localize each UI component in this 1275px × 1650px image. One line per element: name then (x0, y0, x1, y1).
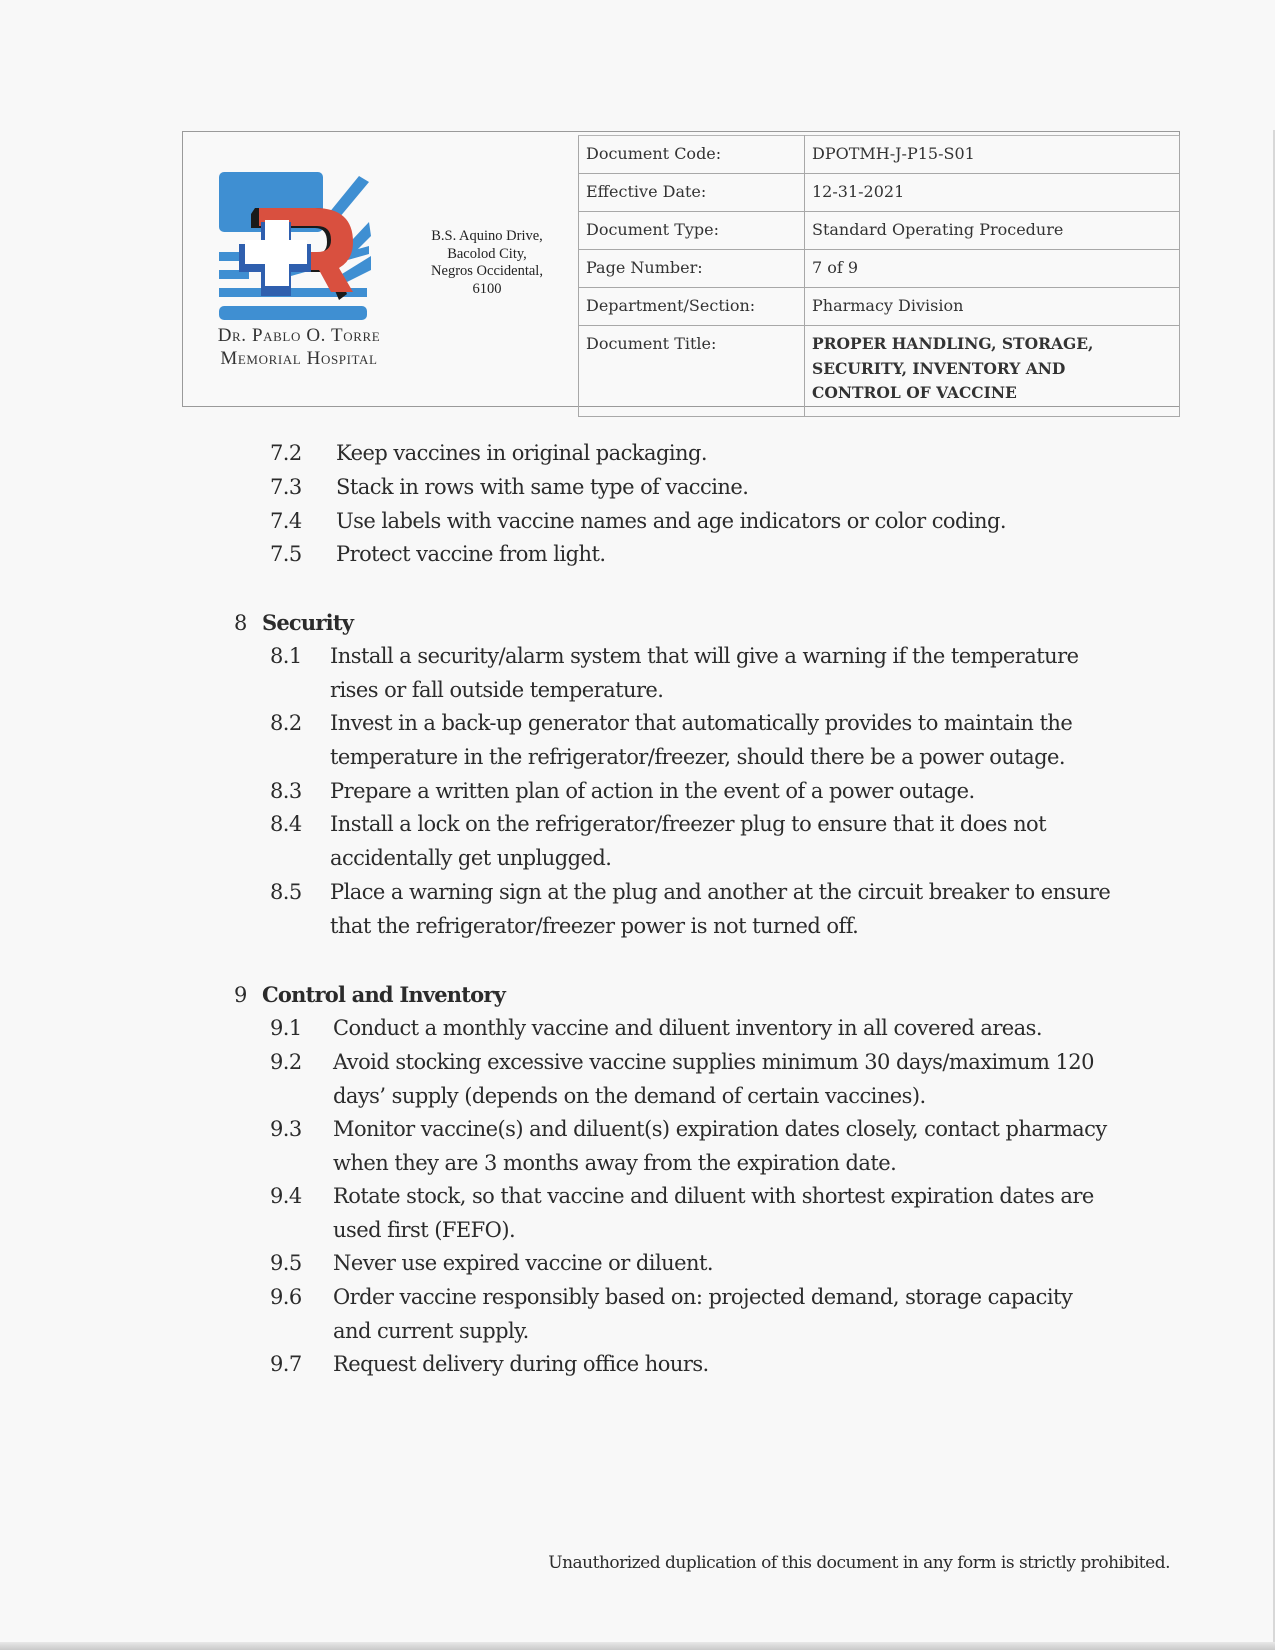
item-line: temperature in the refrigerator/freezer, should there be a power outage. (330, 744, 1066, 769)
address-line: 6100 (472, 280, 502, 297)
item-line: used first (FEFO). (333, 1217, 516, 1242)
meta-label: Effective Date: (579, 174, 805, 212)
document-header (182, 131, 1180, 407)
section-title: Security (262, 610, 354, 635)
item-line: rises or fall outside temperature. (330, 677, 664, 702)
section-heading-security (234, 606, 353, 640)
item-number: 8.1 (270, 644, 302, 668)
item-text (330, 876, 1182, 943)
meta-row-department (579, 288, 1180, 326)
hospital-name-line2: Memorial Hospital (220, 348, 378, 369)
item-line: Install a lock on the refrigerator/freezer plug to ensure that it does not (330, 812, 1047, 836)
item-text (330, 640, 1182, 707)
item-number: 9.1 (270, 1016, 302, 1040)
document-title-value (805, 326, 1180, 417)
item-line: Rotate stock, so that vaccine and diluent with shortest expiration dates are (333, 1184, 1094, 1208)
meta-value: DPOTMH-J-P15-S01 (805, 136, 1180, 174)
item-number: 7.2 (270, 441, 302, 465)
item-number: 8.3 (270, 779, 302, 803)
hospital-name-line1: Dr. Pablo O. Torre (217, 325, 381, 346)
address-line: Bacolod City, (447, 245, 527, 262)
item-line: and current supply. (333, 1318, 529, 1343)
meta-row-document-code (579, 136, 1180, 174)
item-number: 9.6 (270, 1285, 302, 1309)
meta-row-effective-date (579, 174, 1180, 212)
document-meta-table (578, 135, 1180, 417)
item-number: 9.5 (270, 1251, 302, 1275)
meta-row-page-number (579, 250, 1180, 288)
hospital-name (187, 324, 411, 370)
section-number: 9 (234, 983, 247, 1007)
item-text: Prepare a written plan of action in the event of a power outage. (330, 779, 975, 803)
footer-notice: Unauthorized duplication of this document in any form is strictly prohibited. (548, 1553, 1170, 1573)
item-number: 7.4 (270, 509, 302, 533)
item-line: Place a warning sign at the plug and another at the circuit breaker to ensure (330, 880, 1111, 904)
meta-label: Department/Section: (579, 288, 805, 326)
meta-label: Document Title: (579, 326, 805, 417)
meta-value: 12-31-2021 (805, 174, 1180, 212)
item-line: Monitor vaccine(s) and diluent(s) expiration dates closely, contact pharmacy (333, 1117, 1107, 1141)
meta-value: Pharmacy Division (805, 288, 1180, 326)
hospital-logo-icon (219, 172, 375, 320)
meta-label: Document Code: (579, 136, 805, 174)
title-line: CONTROL OF VACCINE (812, 383, 1017, 402)
page-bottom-edge (0, 1642, 1275, 1650)
item-number: 7.5 (270, 542, 302, 566)
meta-label: Document Type: (579, 212, 805, 250)
meta-row-document-title (579, 326, 1180, 417)
hospital-address (407, 228, 567, 298)
item-number: 9.7 (270, 1352, 302, 1376)
item-text: Conduct a monthly vaccine and diluent inventory in all covered areas. (333, 1016, 1043, 1040)
item-number: 9.4 (270, 1184, 302, 1208)
item-line: Install a security/alarm system that will give a warning if the temperature (330, 644, 1079, 668)
title-line: PROPER HANDLING, STORAGE, (812, 334, 1094, 353)
meta-value: Standard Operating Procedure (805, 212, 1180, 250)
item-line: accidentally get unplugged. (330, 845, 612, 870)
address-line: B.S. Aquino Drive, (431, 228, 543, 244)
item-text: Protect vaccine from light. (336, 542, 606, 566)
hospital-logo-block (183, 132, 579, 406)
item-text: Use labels with vaccine names and age indicators or color coding. (336, 509, 1007, 533)
item-line: when they are 3 months away from the expiration date. (333, 1150, 897, 1175)
item-text (333, 1281, 1182, 1348)
meta-row-document-type (579, 212, 1180, 250)
item-text: Request delivery during office hours. (333, 1352, 709, 1376)
item-number: 9.3 (270, 1117, 302, 1141)
section-heading-control-inventory (234, 978, 505, 1012)
item-number: 8.4 (270, 812, 302, 836)
item-number: 8.2 (270, 711, 302, 735)
item-text (330, 808, 1182, 875)
item-text: Keep vaccines in original packaging. (336, 441, 708, 465)
item-line: that the refrigerator/freezer power is not turned off. (330, 913, 859, 938)
item-text: Stack in rows with same type of vaccine. (336, 475, 749, 499)
item-text (333, 1113, 1182, 1180)
item-number: 8.5 (270, 880, 302, 904)
section-title: Control and Inventory (262, 982, 506, 1007)
item-number: 7.3 (270, 475, 302, 499)
section-number: 8 (234, 611, 247, 635)
title-line: SECURITY, INVENTORY AND (812, 358, 1066, 378)
item-line: Order vaccine responsibly based on: projected demand, storage capacity (333, 1285, 1073, 1309)
item-text: Never use expired vaccine or diluent. (333, 1251, 713, 1275)
item-line: Avoid stocking excessive vaccine supplies minimum 30 days/maximum 120 (333, 1050, 1094, 1074)
item-line: Invest in a back-up generator that automatically provides to maintain the (330, 711, 1073, 735)
item-text (330, 707, 1182, 774)
meta-value: 7 of 9 (805, 250, 1180, 288)
address-line: Negros Occidental, (431, 263, 543, 279)
item-text (333, 1046, 1182, 1113)
meta-label: Page Number: (579, 250, 805, 288)
item-number: 9.2 (270, 1050, 302, 1074)
item-text (333, 1180, 1182, 1247)
item-line: days’ supply (depends on the demand of certain vaccines). (333, 1083, 926, 1108)
